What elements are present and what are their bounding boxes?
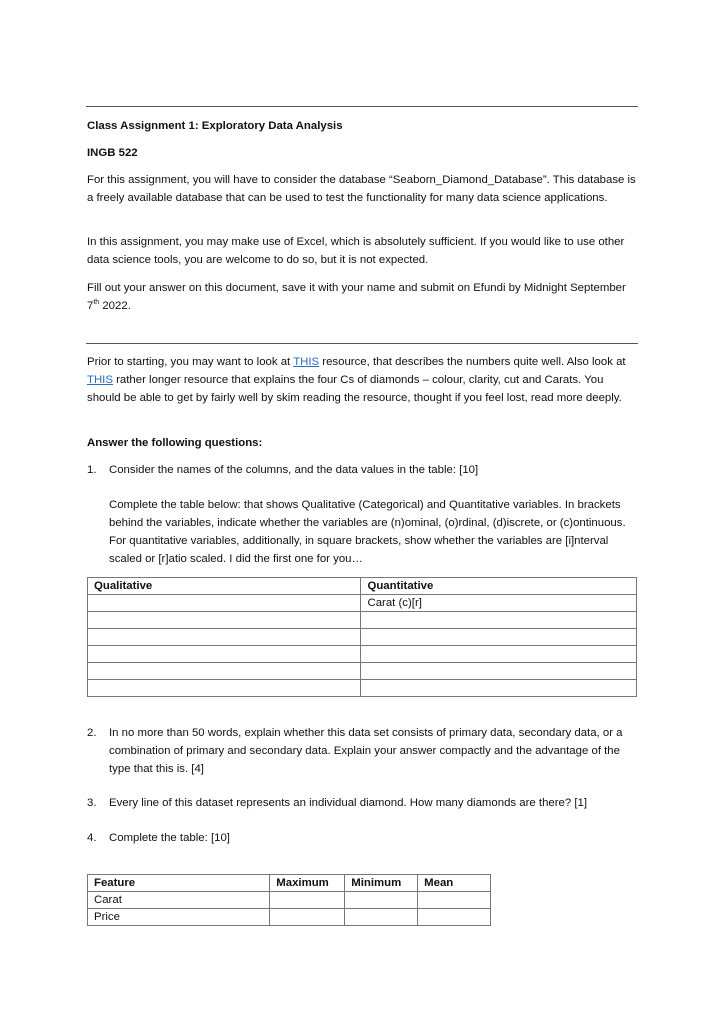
feature-cell: Price (88, 909, 270, 926)
quantitative-cell[interactable] (361, 663, 637, 680)
question-4-text: Complete the table: [10] (109, 832, 230, 844)
quantitative-cell[interactable] (361, 612, 637, 629)
maximum-header: Maximum (270, 875, 345, 892)
question-4-number: 4. (87, 832, 97, 844)
resources-paragraph: Prior to starting, you may want to look at THIS resource, that describes the numbers quite well. Also look at THIS rather longer resource that explains the four Cs of diamonds – colour, clarity, cut and Carats. You should be able to get by fairly well by skim reading the resource, thought if you feel lost, read more deeply. (87, 356, 626, 404)
questions-heading: Answer the following questions: (87, 437, 263, 449)
question-1-instructions: Complete the table below: that shows Qualitative (Categorical) and Quantitative variables. In brackets behind the variables, indicate whether the variables are (n)ominal, (o)rdinal, (d)iscrete, or (c)ontinuous. For quantitative variables, additionally, in square brackets, show whether the variables are [i]nterval scaled or [r]atio scaled. I did the first one for you… (109, 499, 626, 565)
variable-types-table (87, 577, 637, 697)
question-2-number: 2. (87, 727, 97, 739)
middle-divider (86, 343, 638, 344)
table-header-row (88, 578, 637, 595)
qualitative-cell[interactable] (88, 595, 361, 612)
qualitative-cell[interactable] (88, 680, 361, 697)
quantitative-cell[interactable] (361, 680, 637, 697)
question-1-text: Consider the names of the columns, and the data values in the table: [10] (109, 464, 479, 476)
minimum-cell[interactable] (345, 909, 418, 926)
feature-stats-table (87, 874, 491, 926)
mean-cell[interactable] (418, 892, 491, 909)
table-row (88, 909, 491, 926)
intro-paragraph-3: Fill out your answer on this document, save it with your name and submit on Efundi by Midnight September 7th 2022. (87, 282, 626, 312)
minimum-header: Minimum (345, 875, 418, 892)
mean-cell[interactable] (418, 909, 491, 926)
qualitative-cell[interactable] (88, 629, 361, 646)
top-divider (86, 106, 638, 107)
table-row (88, 595, 637, 612)
qualitative-cell[interactable] (88, 663, 361, 680)
intro-paragraph-1: For this assignment, you will have to consider the database “Seaborn_Diamond_Database”. This database is a freely available database that can be used to test the functionality for many data science applications. (87, 174, 636, 204)
table-row (88, 612, 637, 629)
assignment-title: Class Assignment 1: Exploratory Data Analysis (87, 120, 343, 132)
minimum-cell[interactable] (345, 892, 418, 909)
table-row (88, 646, 637, 663)
table-row (88, 629, 637, 646)
qualitative-cell[interactable] (88, 612, 361, 629)
maximum-cell[interactable] (270, 892, 345, 909)
table-header-row (88, 875, 491, 892)
feature-header: Feature (88, 875, 270, 892)
qualitative-cell[interactable] (88, 646, 361, 663)
quantitative-cell[interactable] (361, 646, 637, 663)
question-3-number: 3. (87, 797, 97, 809)
qualitative-header: Qualitative (88, 578, 361, 595)
maximum-cell[interactable] (270, 909, 345, 926)
intro-paragraph-2: In this assignment, you may make use of Excel, which is absolutely sufficient. If you would like to use other data science tools, you are welcome to do so, but it is not expected. (87, 236, 625, 266)
question-3-text: Every line of this dataset represents an individual diamond. How many diamonds are there? [1] (109, 797, 588, 809)
quantitative-cell[interactable] (361, 629, 637, 646)
course-code: INGB 522 (87, 147, 138, 159)
question-1-number: 1. (87, 464, 97, 476)
quantitative-header: Quantitative (361, 578, 637, 595)
table-row (88, 663, 637, 680)
mean-header: Mean (418, 875, 491, 892)
table-row (88, 892, 491, 909)
feature-cell: Carat (88, 892, 270, 909)
resource-link-2[interactable]: THIS (87, 374, 113, 386)
table-row (88, 680, 637, 697)
question-2-text: In no more than 50 words, explain whether this data set consists of primary data, secondary data, or a combination of primary and secondary data. Explain your answer compactly and the advantage of the type that this is. [4] (109, 727, 623, 775)
quantitative-cell[interactable]: Carat (c)[r] (361, 595, 637, 612)
resource-link-1[interactable]: THIS (293, 356, 320, 368)
